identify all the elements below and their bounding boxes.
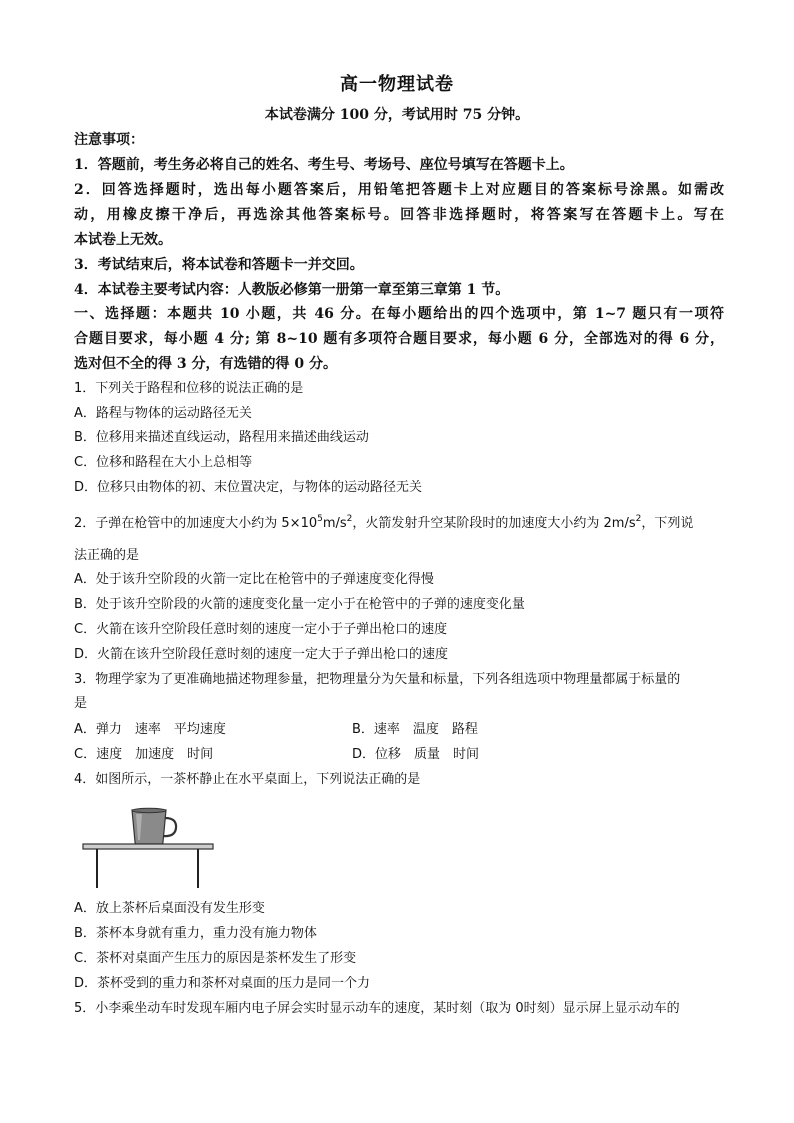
question-2-option-d: D．火箭在该升空阶段任意时刻的速度一定大于子弹出枪口的速度 [74,647,449,662]
notice-item-3: 3．考试结束后，将本试卷和答题卡一并交回。 [74,257,364,273]
question-3-option-a: A．弹力 速率 平均速度 [74,722,226,737]
question-3-stem-line-1: 3．物理学家为了更准确地描述物理参量，把物理量分为矢量和标量，下列各组选项中物理量都属于标量的 [74,672,681,687]
notice-item-2-line-2: 动，用橡皮擦干净后，再选涂其他答案标号。回答非选择题时，将答案写在答题卡上。写在 [74,207,724,223]
question-4-option-d: D．茶杯受到的重力和茶杯对桌面的压力是同一个力 [74,976,371,991]
question-1-option-d: D．位移只由物体的初、末位置决定，与物体的运动路径无关 [74,480,423,495]
question-2-stem-post: ，下列说 [641,516,694,531]
question-2-option-a: A．处于该升空阶段的火箭一定比在枪管中的子弹速度变化得慢 [74,572,434,587]
question-1-option-c: C．位移和路程在大小上总相等 [74,455,253,470]
question-2-option-b: B．处于该升空阶段的火箭的速度变化量一定小于在枪管中的子弹的速度变化量 [74,597,525,612]
question-2-stem-mid: ，火箭发射升空某阶段时的加速度大小约为 2m/s [352,516,636,531]
unit-square: 2 [346,514,353,524]
question-2-stem-line-2: 法正确的是 [74,548,140,563]
question-2-stem-pre: 2．子弹在枪管中的加速度大小约为 5×10 [74,516,318,531]
question-2-option-c: C．火箭在该升空阶段任意时刻的速度一定小于子弹出枪口的速度 [74,622,448,637]
unit: m/s [322,516,347,531]
question-3-option-b: B．速率 温度 路程 [352,722,478,737]
exponent: 5 [317,514,323,524]
section-1-line-1: 一、选择题：本题共 10 小题，共 46 分。在每小题给出的四个选项中，第 1~7 题只有一项符 [74,306,724,322]
question-4-option-a: A．放上茶杯后桌面没有发生形变 [74,901,265,916]
page-title: 高一物理试卷 [340,74,454,95]
notice-item-2-line-1: 2．回答选择题时，选出每小题答案后，用铅笔把答题卡上对应题目的答案标号涂黑。如需改 [74,182,724,198]
question-5-stem: 5．小李乘坐动车时发现车厢内电子屏会实时显示动车的速度，某时刻（取为 0时刻）显示屏上显示动车的 [74,1001,680,1016]
question-4-stem: 4．如图所示，一茶杯静止在水平桌面上，下列说法正确的是 [74,772,421,787]
question-1-option-b: B．位移用来描述直线运动，路程用来描述曲线运动 [74,430,369,445]
section-1-line-3: 选对但不全的得 3 分，有选错的得 0 分。 [74,356,337,372]
question-3-option-c: C．速度 加速度 时间 [74,747,214,762]
question-3-option-d: D．位移 质量 时间 [352,747,480,762]
question-2-stem-line-1 [74,514,724,534]
section-1-line-2: 合题目要求，每小题 4 分; 第 8~10 题有多项符合题目要求，每小题 6 分，全部选对的得 6 分， [74,331,724,347]
question-4-option-c: C．茶杯对桌面产生压力的原因是茶杯发生了形变 [74,951,357,966]
question-1-option-a: A．路程与物体的运动路径无关 [74,406,252,421]
notice-item-1: 1．答题前，考生务必将自己的姓名、考生号、考场号、座位号填写在答题卡上。 [74,157,574,173]
notice-item-2-line-3: 本试卷上无效。 [74,232,172,248]
unit-square: 2 [635,514,642,524]
table-icon [83,844,213,888]
notice-heading: 注意事项： [74,132,144,148]
exam-info: 本试卷满分 100 分，考试用时 75 分钟。 [264,107,530,123]
question-1-stem: 1．下列关于路程和位移的说法正确的是 [74,381,304,396]
question-4-option-b: B．茶杯本身就有重力，重力没有施力物体 [74,926,317,941]
teacup-on-table-figure [80,806,220,892]
question-3-stem-line-2: 是 [74,696,88,711]
teacup-icon [132,808,176,844]
notice-item-4: 4．本试卷主要考试内容：人教版必修第一册第一章至第三章第 1 节。 [74,282,510,298]
